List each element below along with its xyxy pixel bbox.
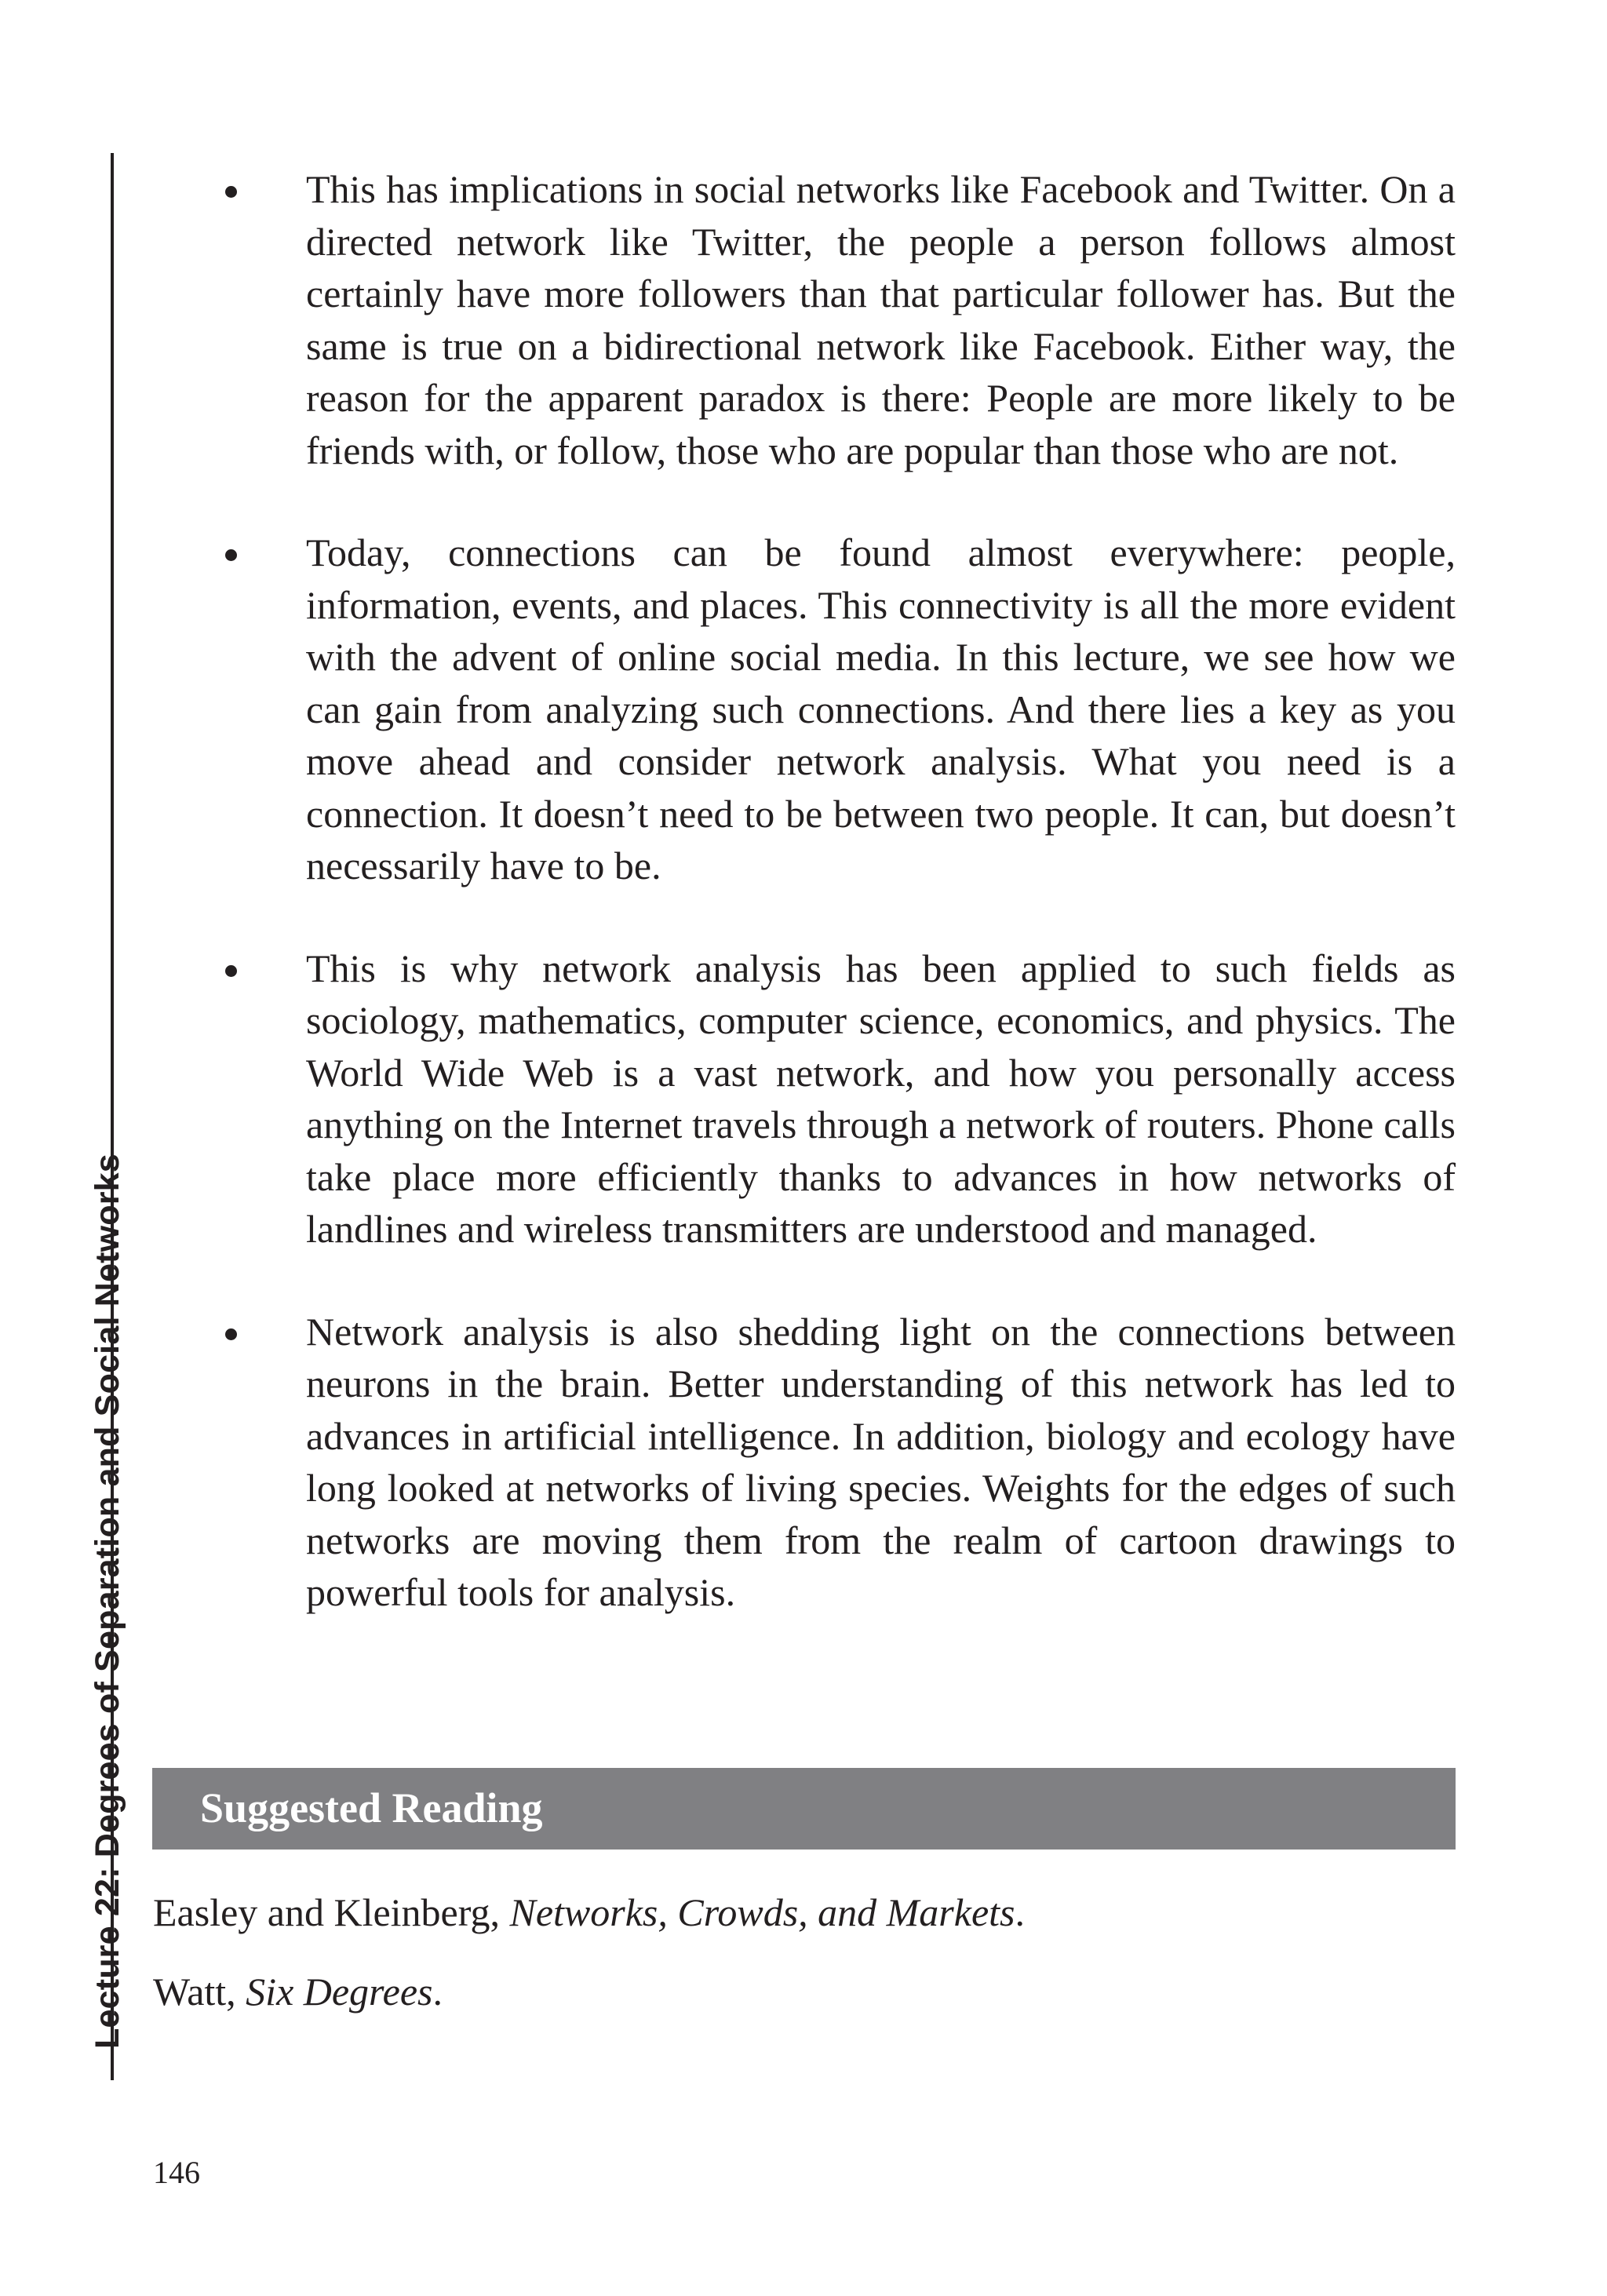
reading-author: Easley and Kleinberg, [153,1890,510,1934]
bullet-item [220,163,1456,476]
reading-end: . [432,1970,443,2014]
bullet-item [220,1306,1456,1619]
bullet-item [220,527,1456,892]
bullet-icon [225,1328,237,1340]
bullet-list [220,163,1456,1669]
reading-entry [153,1889,1025,1936]
suggested-reading-banner [152,1768,1456,1850]
bullet-text: Network analysis is also shedding light on the connections between neurons in the brain. Better understanding of this network has led to advances in artificial intelligence. In addition, biology and ecology have long looked at networks of living species. Weights for the edges of such networks are moving them from the realm of cartoon drawings to powerful tools for analysis. [306,1309,1456,1614]
reading-entry [153,1968,443,2015]
reading-title: Networks, Crowds, and Markets [509,1890,1015,1934]
bullet-icon [225,186,237,198]
reading-title: Six Degrees [246,1970,433,2014]
page-number: 146 [153,2155,200,2190]
bullet-text: This is why network analysis has been applied to such fields as sociology, mathematics, computer science, economics, and physics. The World Wide Web is a vast network, and how you personally access anything on the Internet travels through a network of routers. Phone calls take place more efficiently thanks to advances in how networks of landlines and wireless transmitters are understood and managed. [306,946,1456,1251]
bullet-text: This has implications in social networks like Facebook and Twitter. On a directed network like Twitter, the people a person follows almost certainly have more followers than that particular follower has. But the same is true on a bidirectional network like Facebook. Either way, the reason for the apparent paradox is there: People are more likely to be friends with, or follow, those who are popular than those who are not. [306,167,1456,472]
bullet-icon [225,965,237,977]
bullet-icon [225,549,237,561]
reading-end: . [1015,1890,1025,1934]
bullet-item [220,942,1456,1256]
bullet-text: Today, connections can be found almost everywhere: people, information, events, and places. This connectivity is all the more evident with the advent of online social media. In this lecture, we see how we can gain from analyzing such connections. And there lies a key as you move ahead and consider network analysis. What you need is a connection. It doesn’t need to be between two people. It can, but doesn’t necessarily have to be. [306,530,1456,887]
lecture-title: Lecture 22: Degrees of Separation and Social Networks [89,1153,126,2049]
section-heading: Suggested Reading [200,1784,543,1831]
reading-author: Watt, [153,1970,246,2014]
